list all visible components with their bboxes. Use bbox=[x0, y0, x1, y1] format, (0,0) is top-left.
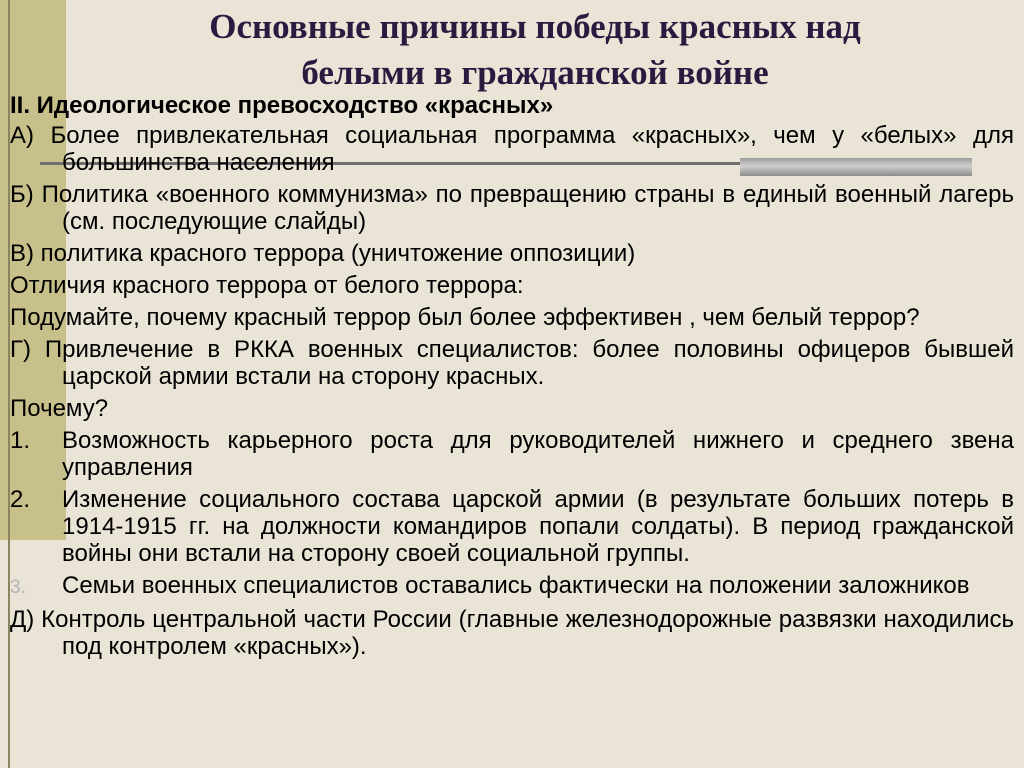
reason-3 bbox=[10, 572, 1014, 601]
reason-2-number: 2. bbox=[10, 486, 31, 513]
reason-3-text: Семьи военных специалистов оставались фактически на положении заложников bbox=[62, 572, 970, 599]
title-line-1: Основные причины победы красных над bbox=[209, 7, 861, 46]
section-heading: II. Идеологическое превосходство «красных» bbox=[10, 92, 554, 119]
item-g: Г) Привлечение в РККА военных специалистов: более половины офицеров бывшей царской армии встали на сторону красных. bbox=[10, 336, 1014, 390]
reason-3-number: 3. bbox=[10, 577, 26, 598]
title-line-2: белыми в гражданской войне bbox=[301, 53, 769, 92]
reason-1-number: 1. bbox=[10, 427, 31, 454]
reason-2-text: Изменение социального состава царской армии (в результате больших потерь в 1914-1915 гг. на должности командиров попали солдаты). В период гражданской войны они встали на сторону своей социальной группы. bbox=[62, 486, 1014, 567]
item-v: В) политика красного террора (уничтожение оппозиции) bbox=[10, 240, 636, 267]
item-d: Д) Контроль центральной части России (главные железнодорожные развязки находились под контролем «красных»). bbox=[10, 606, 1014, 660]
slide-body bbox=[10, 92, 1014, 665]
item-think: Подумайте, почему красный террор был более эффективен , чем белый террор? bbox=[10, 304, 920, 331]
item-a: А) Более привлекательная социальная программа «красных», чем у «белых» для большинства населения bbox=[10, 122, 1014, 176]
slide-title bbox=[70, 4, 1000, 96]
reason-2 bbox=[10, 486, 1014, 567]
reason-1-text: Возможность карьерного роста для руководителей нижнего и среднего звена управления bbox=[62, 427, 1014, 481]
item-why: Почему? bbox=[10, 395, 109, 422]
item-b: Б) Политика «военного коммунизма» по превращению страны в единый военный лагерь (см. последующие слайды) bbox=[10, 181, 1014, 235]
reason-1 bbox=[10, 427, 1014, 481]
item-differences: Отличия красного террора от белого террора: bbox=[10, 272, 524, 299]
